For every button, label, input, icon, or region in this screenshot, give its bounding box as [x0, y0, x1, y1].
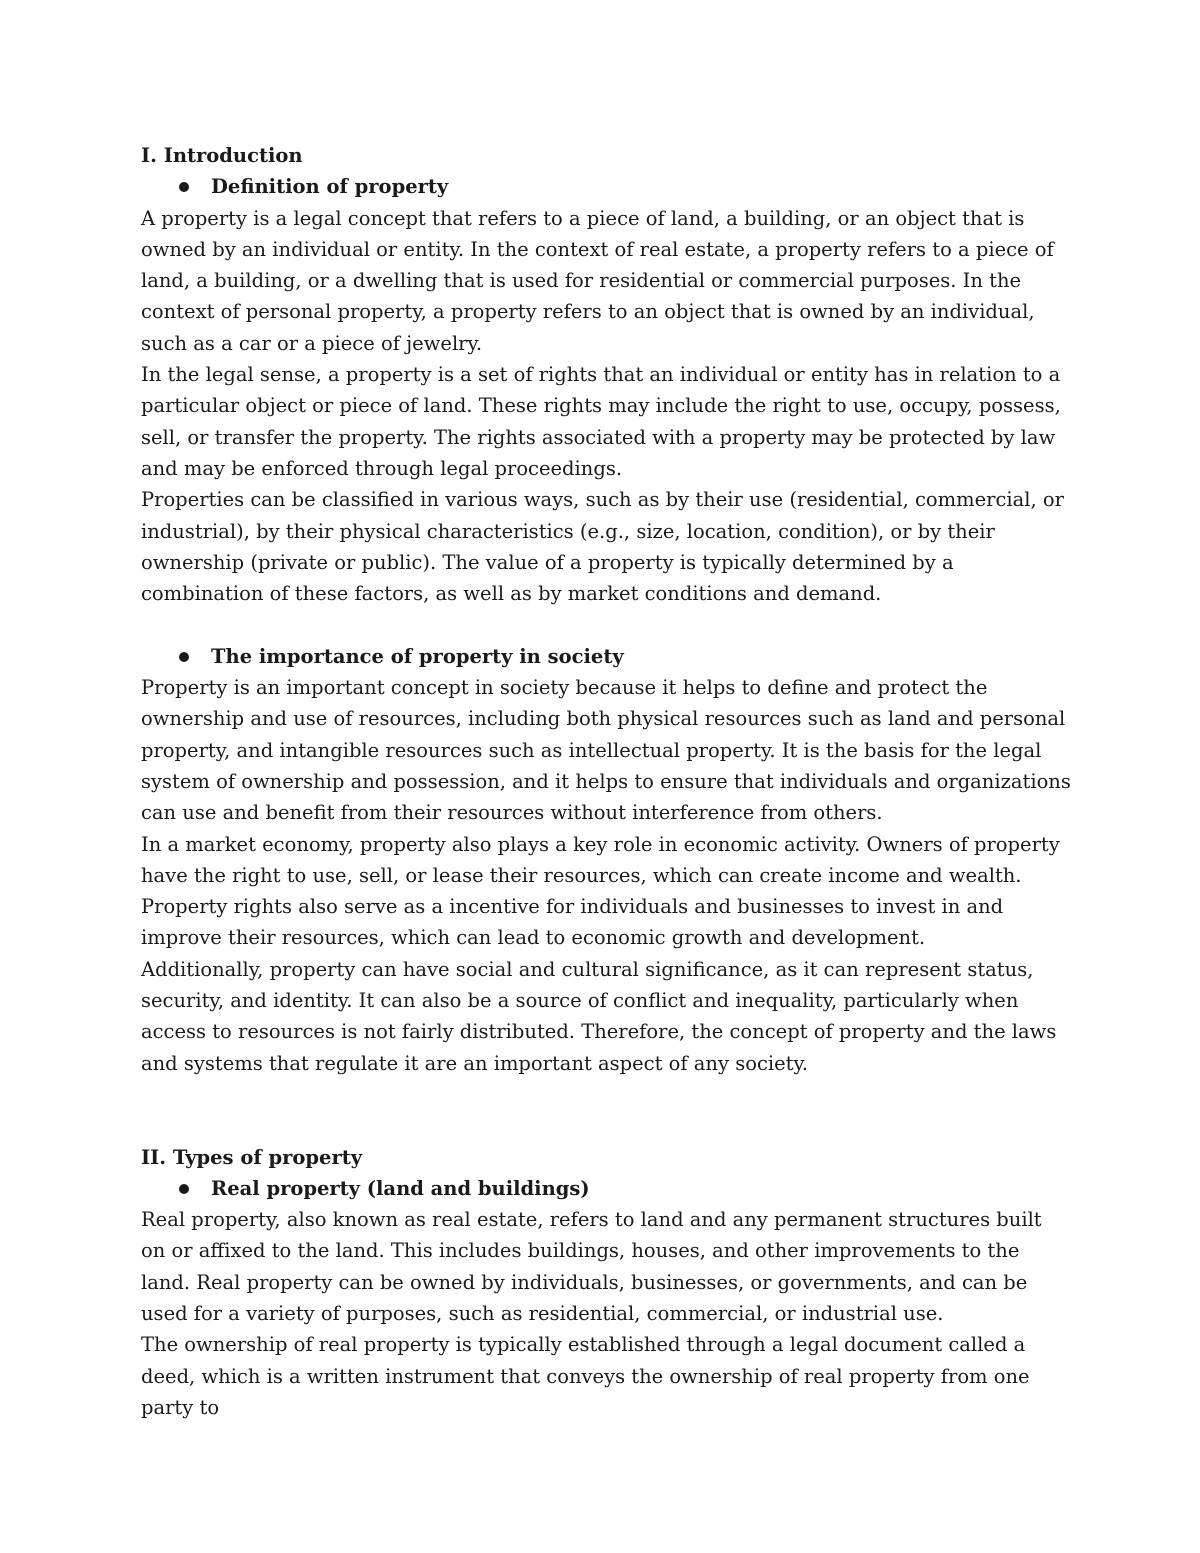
paragraph: Properties can be classified in various ways, such as by their use (residential, commercial, or industrial), by their physical characteristics (e.g., size, location, condition), or by their ownership (private or public). The value of a property is typically determined by a combination of these factors, as well as by market conditions and demand.	[141, 488, 1064, 606]
paragraph: In the legal sense, a property is a set of rights that an individual or entity has in relation to a particular object or piece of land. These rights may include the right to use, occupy, possess, sell, or transfer the property. The rights associated with a property may be protected by law and may be enforced through legal proceedings.	[141, 363, 1061, 480]
bullet-dot-icon	[179, 652, 189, 662]
spacer	[141, 609, 1071, 640]
bullet-dot-icon	[179, 182, 189, 192]
paragraph: Additionally, property can have social and cultural significance, as it can represent status, security, and identity. It can also be a source of conflict and inequality, particularly when access to resources is not fairly distributed. Therefore, the concept of property and the laws and systems that regulate it are an important aspect of any society.	[141, 957, 1057, 1075]
paragraph: Property is an important concept in society because it helps to define and protect the ownership and use of resources, including both physical resources such as land and personal property, and intangible resources such as intellectual property. It is the basis for the legal system of ownership and possession, and it helps to ensure that individuals and organizations can use and benefit from their resources without interference from others.	[141, 676, 1071, 825]
bullet-label: Definition of property	[211, 175, 449, 199]
paragraph: A property is a legal concept that refers to a piece of land, a building, or an object that is owned by an individual or entity. In the context of real estate, a property refers to a piece of land, a building, or a dwelling that is used for residential or commercial purposes. In the context of personal property, a property refers to an object that is owned by an individual, such as a car or a piece of jewelry.	[141, 206, 1054, 355]
bullet-definition-of-property	[141, 171, 1071, 202]
section-heading-introduction: I. Introduction	[141, 144, 303, 167]
paragraph: The ownership of real property is typically established through a legal document called a deed, which is a written instrument that conveys the ownership of real property from one party to	[141, 1333, 1030, 1419]
bullet-label: The importance of property in society	[211, 644, 624, 668]
document-page	[141, 140, 1071, 1423]
section-heading-types-of-property: II. Types of property	[141, 1145, 363, 1169]
bullet-real-property	[141, 1173, 1071, 1204]
bullet-label: Real property (land and buildings)	[211, 1176, 590, 1200]
paragraph: In a market economy, property also plays a key role in economic activity. Owners of property have the right to use, sell, or lease their resources, which can create income and wealth. Property rights also serve as a incentive for individuals and businesses to invest in and improve their resources, which can lead to economic growth and development.	[141, 832, 1060, 950]
paragraph: Real property, also known as real estate, refers to land and any permanent structures built on or affixed to the land. This includes buildings, houses, and other improvements to the land. Real property can be owned by individuals, businesses, or governments, and can be used for a variety of purposes, such as residential, commercial, or industrial use.	[141, 1208, 1042, 1325]
spacer	[141, 1079, 1071, 1142]
bullet-dot-icon	[179, 1184, 189, 1194]
bullet-importance-of-property	[141, 641, 1071, 672]
